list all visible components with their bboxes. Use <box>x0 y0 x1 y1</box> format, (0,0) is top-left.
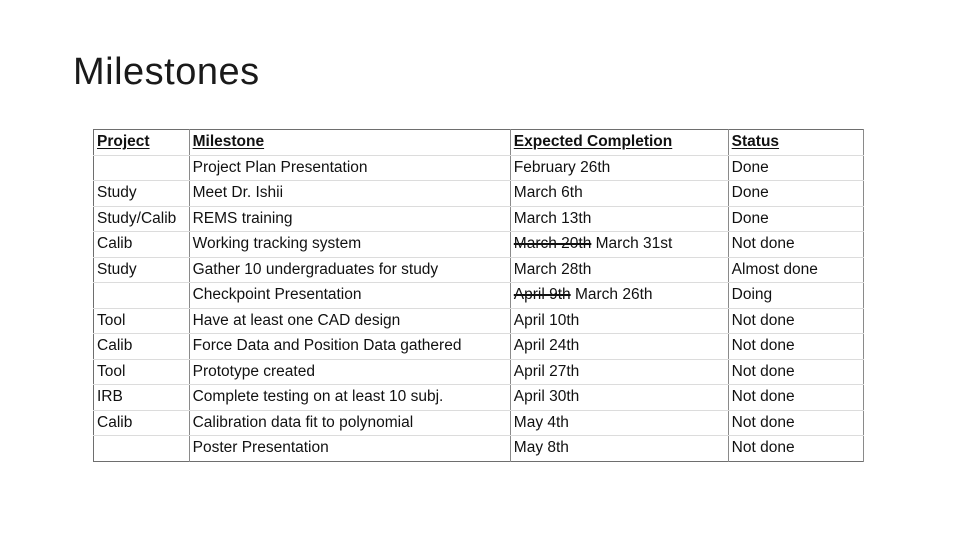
cell-expected <box>510 436 728 462</box>
expected-date-struck: March 20th <box>513 235 592 253</box>
table-row <box>94 206 864 232</box>
cell-expected <box>510 385 728 411</box>
cell-milestone: Poster Presentation <box>189 436 510 462</box>
cell-expected <box>510 410 728 436</box>
cell-milestone: Force Data and Position Data gathered <box>189 334 510 360</box>
header-project: Project <box>94 130 190 156</box>
table-row <box>94 232 864 258</box>
table-row <box>94 385 864 411</box>
cell-expected <box>510 232 728 258</box>
expected-date: May 8th <box>513 439 569 457</box>
cell-expected <box>510 359 728 385</box>
cell-milestone: Prototype created <box>189 359 510 385</box>
table-row <box>94 181 864 207</box>
expected-date: March 6th <box>513 184 583 202</box>
cell-expected <box>510 334 728 360</box>
cell-milestone: Meet Dr. Ishii <box>189 181 510 207</box>
cell-status: Almost done <box>728 257 863 283</box>
cell-status: Not done <box>728 385 863 411</box>
header-status: Status <box>728 130 863 156</box>
table-header-row <box>94 130 864 156</box>
expected-date: February 26th <box>513 158 611 176</box>
cell-project: Calib <box>94 334 190 360</box>
expected-date: April 10th <box>513 311 580 329</box>
cell-project: Study <box>94 257 190 283</box>
table-row <box>94 359 864 385</box>
cell-status: Not done <box>728 410 863 436</box>
cell-status: Not done <box>728 308 863 334</box>
cell-status: Not done <box>728 232 863 258</box>
expected-date: March 28th <box>513 260 592 278</box>
cell-milestone: Working tracking system <box>189 232 510 258</box>
expected-date: April 27th <box>513 362 580 380</box>
cell-expected <box>510 206 728 232</box>
cell-status: Not done <box>728 359 863 385</box>
cell-project: Calib <box>94 410 190 436</box>
table-row <box>94 283 864 309</box>
table-row <box>94 436 864 462</box>
cell-project: IRB <box>94 385 190 411</box>
cell-status: Done <box>728 181 863 207</box>
cell-expected <box>510 308 728 334</box>
cell-expected <box>510 155 728 181</box>
cell-project <box>94 283 190 309</box>
expected-date: March 13th <box>513 209 592 227</box>
cell-milestone: Gather 10 undergraduates for study <box>189 257 510 283</box>
cell-milestone: Checkpoint Presentation <box>189 283 510 309</box>
table-row <box>94 308 864 334</box>
header-expected-completion: Expected Completion <box>510 130 728 156</box>
expected-date-struck: April 9th <box>513 286 571 304</box>
cell-project <box>94 155 190 181</box>
cell-expected <box>510 181 728 207</box>
table-row <box>94 334 864 360</box>
cell-project: Tool <box>94 359 190 385</box>
cell-milestone: Complete testing on at least 10 subj. <box>189 385 510 411</box>
cell-project: Study/Calib <box>94 206 190 232</box>
expected-date: May 4th <box>513 413 569 431</box>
cell-status: Doing <box>728 283 863 309</box>
cell-project: Study <box>94 181 190 207</box>
table-row <box>94 257 864 283</box>
cell-status: Done <box>728 155 863 181</box>
slide-title: Milestones <box>73 51 260 93</box>
expected-date: April 24th <box>513 337 580 355</box>
cell-milestone: REMS training <box>189 206 510 232</box>
cell-expected <box>510 283 728 309</box>
expected-date: March 31st <box>595 235 673 253</box>
table-row <box>94 155 864 181</box>
cell-milestone: Project Plan Presentation <box>189 155 510 181</box>
cell-milestone: Calibration data fit to polynomial <box>189 410 510 436</box>
cell-project <box>94 436 190 462</box>
table-row <box>94 410 864 436</box>
cell-expected <box>510 257 728 283</box>
expected-date: March 26th <box>574 286 653 304</box>
expected-date: April 30th <box>513 388 580 406</box>
cell-project: Calib <box>94 232 190 258</box>
cell-status: Not done <box>728 436 863 462</box>
cell-milestone: Have at least one CAD design <box>189 308 510 334</box>
cell-status: Done <box>728 206 863 232</box>
header-milestone: Milestone <box>189 130 510 156</box>
cell-project: Tool <box>94 308 190 334</box>
cell-status: Not done <box>728 334 863 360</box>
milestones-table <box>93 129 864 462</box>
